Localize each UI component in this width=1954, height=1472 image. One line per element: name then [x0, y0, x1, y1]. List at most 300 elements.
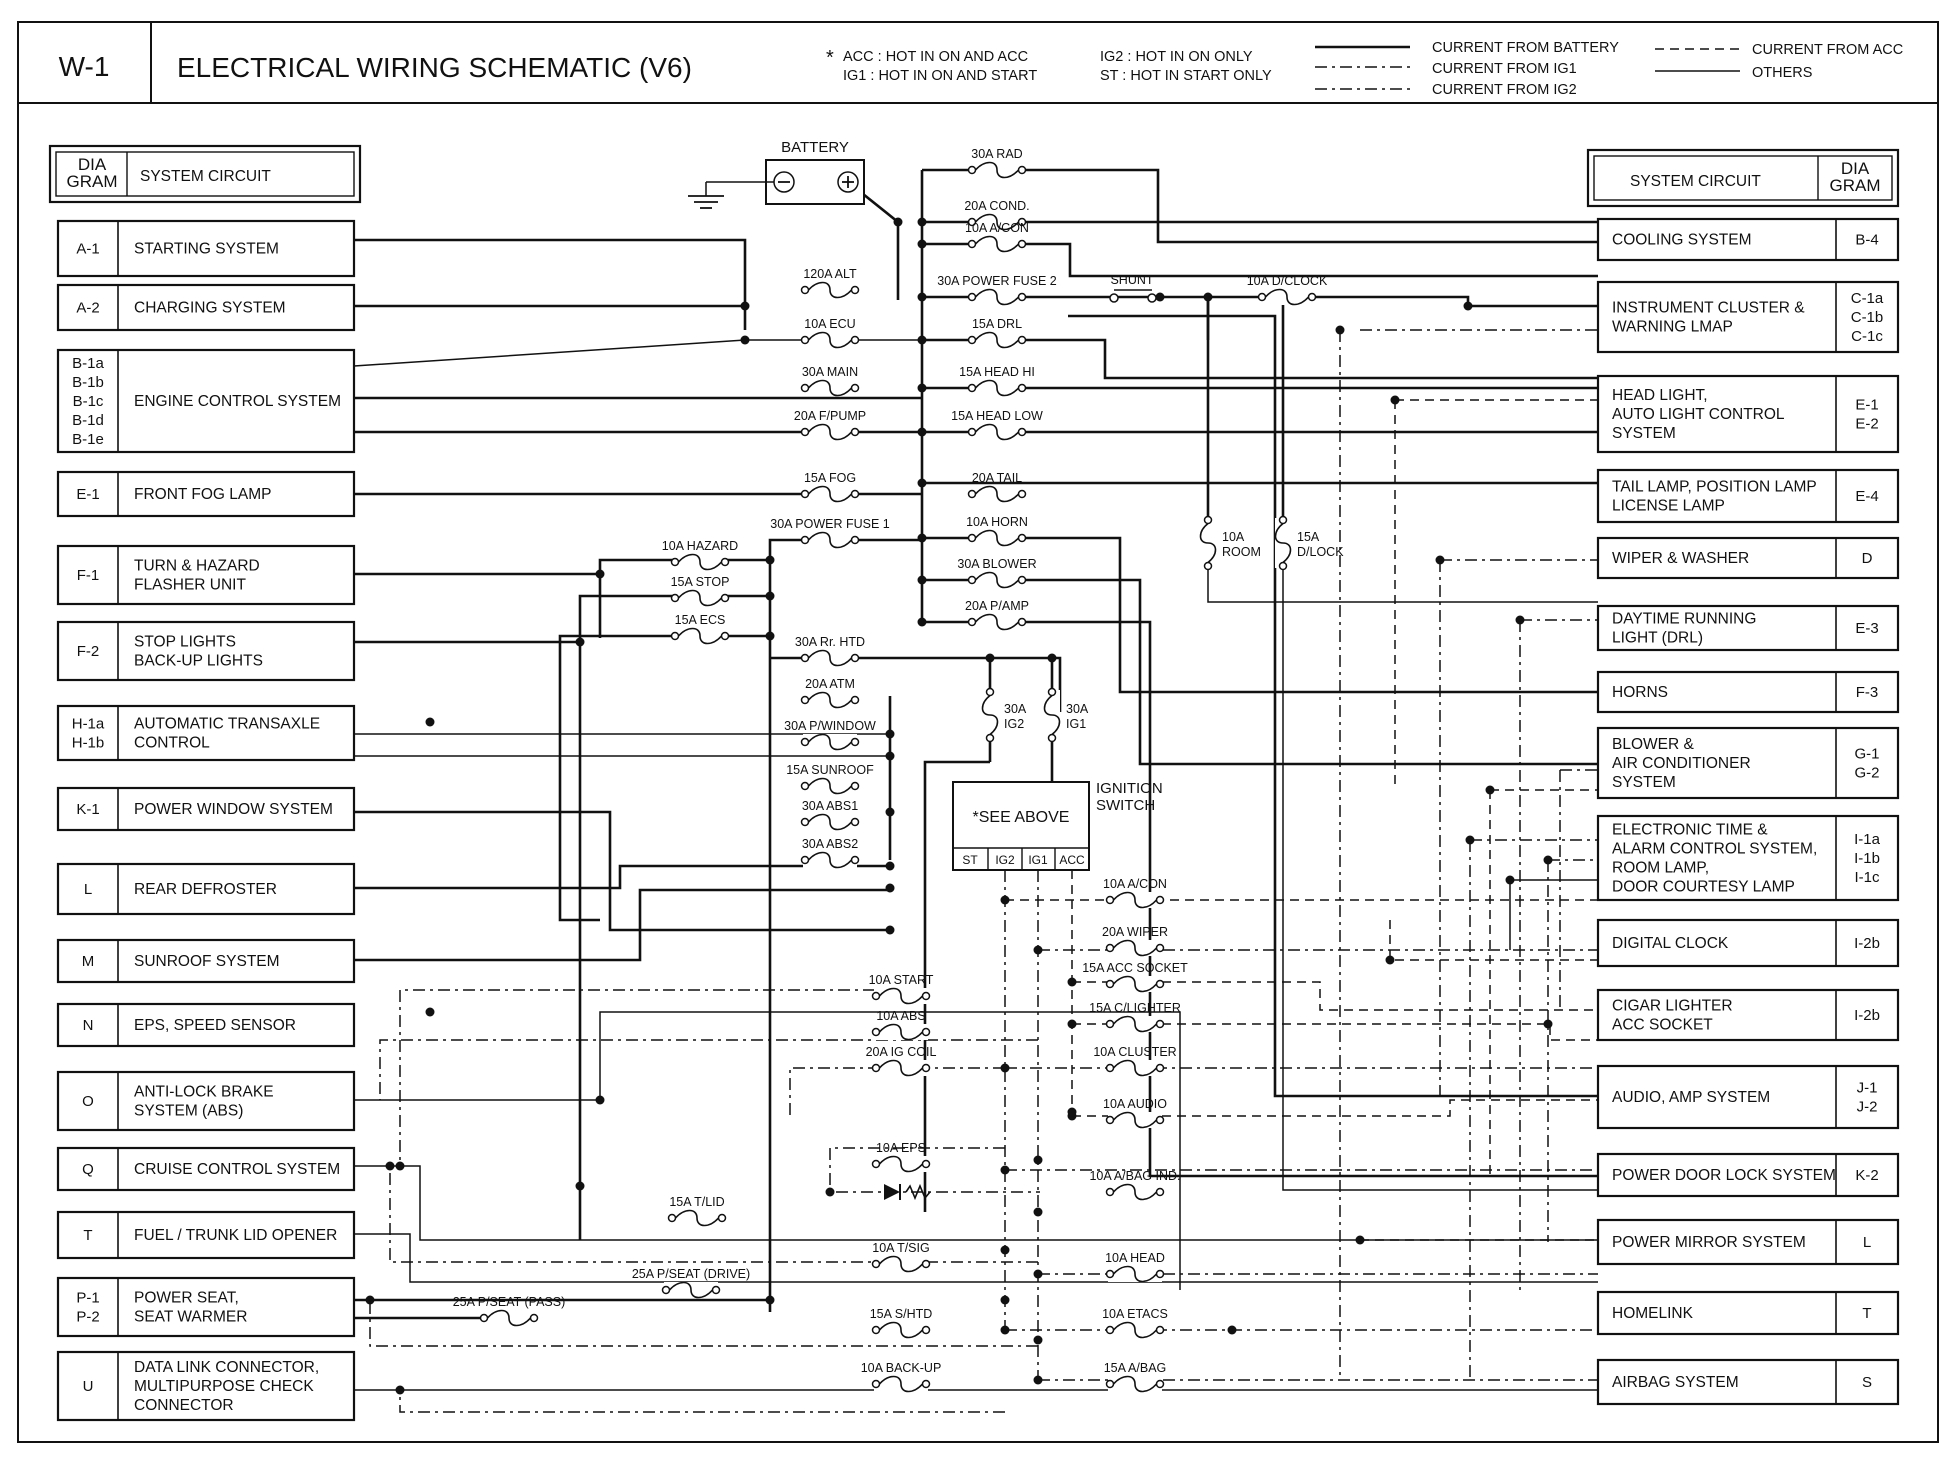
- fuse-terminal: [873, 1029, 880, 1036]
- system-code: T: [83, 1227, 93, 1244]
- fuse-terminal: [1019, 294, 1026, 301]
- left-system-16: [58, 1352, 354, 1420]
- fuse-terminal: [923, 1161, 930, 1168]
- fuse-pseatpass: [453, 1295, 566, 1326]
- system-code: I-2b: [1854, 1007, 1880, 1024]
- junction: [386, 1162, 395, 1171]
- left-system-3: [58, 350, 354, 452]
- fuse-label: 10A T/SIG: [872, 1241, 930, 1255]
- system-name: CIGAR LIGHTER ACC SOCKET: [1612, 997, 1733, 1034]
- fuse-sunroof: [786, 763, 874, 794]
- junction: [1001, 896, 1010, 905]
- terminal-ig1: IG1: [1028, 853, 1048, 867]
- fuse-hazard: [662, 539, 738, 570]
- junction: [886, 884, 895, 893]
- system-name: ELECTRONIC TIME & ALARM CONTROL SYSTEM, ROOM LAMP, DOOR COURTESY LAMP: [1612, 821, 1818, 896]
- fuse-terminal: [1205, 517, 1212, 524]
- fuse-terminal: [1157, 1065, 1164, 1072]
- fuse-terminal: [852, 429, 859, 436]
- right-system-1: [1598, 219, 1898, 260]
- fuse-terminal: [672, 633, 679, 640]
- junction: [826, 1188, 835, 1197]
- fuse-terminal: [969, 241, 976, 248]
- fuse-terminal: [672, 595, 679, 602]
- system-code: S: [1861, 1374, 1873, 1391]
- fuse-main: [802, 365, 859, 396]
- fuse-terminal: [1019, 429, 1026, 436]
- system-name: DIGITAL CLOCK: [1612, 935, 1729, 952]
- system-name: AUDIO, AMP SYSTEM: [1612, 1089, 1771, 1106]
- junction: [1034, 1156, 1043, 1165]
- fuse-headhi: [959, 365, 1035, 396]
- fuse-terminal: [1107, 1189, 1114, 1196]
- left-system-11: [58, 1004, 354, 1046]
- fuse-terminal: [1157, 897, 1164, 904]
- system-code: L: [83, 881, 93, 898]
- fuse-wiper: [1102, 925, 1168, 956]
- system-box: [58, 1278, 354, 1336]
- fuse-label: 20A F/PUMP: [793, 409, 867, 423]
- key-acc: ACC : HOT IN ON AND ACC: [843, 49, 1029, 65]
- system-name: WIPER & WASHER: [1612, 550, 1750, 567]
- fuse-terminal: [1049, 735, 1056, 742]
- fuse-room: [1200, 517, 1261, 570]
- left-system-10: [58, 940, 354, 982]
- fuse-terminal: [923, 1327, 930, 1334]
- junction: [766, 632, 775, 641]
- junction: [1001, 1296, 1010, 1305]
- fuse-terminal: [852, 739, 859, 746]
- abs-ig: [380, 1040, 1038, 1100]
- fuse-label: 30A ABS2: [801, 837, 859, 851]
- fuse-terminal: [802, 819, 809, 826]
- fuse-ecu: [802, 317, 859, 348]
- left-system-6: [58, 622, 354, 680]
- system-code: E-1 E-2: [1855, 396, 1879, 433]
- junction: [886, 808, 895, 817]
- right-system-4: [1598, 470, 1898, 522]
- system-code: A-2: [76, 299, 100, 317]
- fuse-label: 15A C/LIGHTER: [1089, 1001, 1181, 1015]
- fuse-terminal: [873, 1327, 880, 1334]
- junction: [886, 862, 895, 871]
- system-code: P-1 P-2: [76, 1289, 100, 1326]
- junction: [886, 752, 895, 761]
- fuse-tlid: [669, 1195, 726, 1226]
- shunt-contact-right: [1148, 294, 1156, 302]
- fuse-label: 120A ALT: [803, 267, 857, 281]
- system-box: [58, 1072, 354, 1130]
- fuse-label: 30A BLOWER: [957, 557, 1037, 571]
- fuse-ig2: [982, 689, 1027, 742]
- fuse-terminal: [1107, 897, 1114, 904]
- junction: [1516, 616, 1525, 625]
- system-code: F-1: [76, 567, 100, 584]
- junction: [596, 1096, 605, 1105]
- fuse-label: 10A A/CON: [965, 221, 1029, 235]
- right-system-3: [1598, 376, 1898, 452]
- fuse-label: 10A A/BAG IND.: [1089, 1169, 1181, 1183]
- fuse-label: 15A HEAD LOW: [951, 409, 1043, 423]
- fuse-fog: [802, 471, 859, 502]
- fuse-label: 15A ECS: [674, 613, 726, 627]
- right-system-2: [1598, 282, 1898, 352]
- fuse-terminal: [1280, 563, 1287, 570]
- system-name: ANTI-LOCK BRAKE SYSTEM (ABS): [134, 1083, 274, 1120]
- fuse-label: 15A A/BAG: [1103, 1361, 1167, 1375]
- fuse-terminal: [1157, 1117, 1164, 1124]
- fuse-terminal: [1107, 1065, 1114, 1072]
- system-code: E-4: [1855, 488, 1879, 505]
- fuse-terminal: [852, 783, 859, 790]
- fuse-terminal: [713, 1287, 720, 1294]
- system-name: POWER WINDOW SYSTEM: [134, 801, 333, 818]
- system-name: HORNS: [1612, 684, 1668, 701]
- fuse-terminal: [802, 739, 809, 746]
- fuse-label: 10A D/CLOCK: [1246, 274, 1328, 288]
- junction: [766, 1296, 775, 1305]
- junction: [576, 638, 585, 647]
- fuse-terminal: [969, 491, 976, 498]
- fuse-terminal: [969, 429, 976, 436]
- system-name: AUTOMATIC TRANSAXLE CONTROL: [134, 715, 321, 752]
- fuse-acon: [1103, 877, 1167, 908]
- fuse-acon_top: [965, 221, 1029, 252]
- left-system-8: [58, 788, 354, 830]
- junction: [1156, 293, 1165, 302]
- fuse-label: 10A HORN: [966, 515, 1028, 529]
- fuse-terminal: [663, 1287, 670, 1294]
- fuse-terminal: [987, 735, 994, 742]
- system-box: [58, 706, 354, 760]
- system-code: N: [82, 1017, 94, 1034]
- fuse-abag: [1104, 1361, 1167, 1392]
- junction: [426, 1008, 435, 1017]
- legend-acc: CURRENT FROM ACC: [1752, 42, 1904, 58]
- fuse-terminal: [873, 1161, 880, 1168]
- system-code: E-3: [1855, 620, 1879, 637]
- left-system-label: SYSTEM CIRCUIT: [140, 168, 271, 185]
- system-name: HOMELINK: [1612, 1305, 1693, 1322]
- fuse-tsig: [872, 1241, 929, 1272]
- fuse-head: [1105, 1251, 1165, 1282]
- fuse-terminal: [531, 1315, 538, 1322]
- key-st: ST : HOT IN START ONLY: [1100, 68, 1272, 84]
- fuse-igcoil: [866, 1045, 937, 1076]
- fuse-clighter: [1089, 1001, 1181, 1032]
- fuse-eps: [873, 1141, 930, 1172]
- junction: [1034, 1270, 1043, 1279]
- fuse-etacs: [1102, 1307, 1168, 1338]
- right-system-label: SYSTEM CIRCUIT: [1630, 173, 1761, 190]
- fuse-abs2: [802, 837, 859, 868]
- fuse-terminal: [852, 385, 859, 392]
- junction: [1336, 326, 1345, 335]
- fuse-stop: [671, 575, 730, 606]
- junction: [1034, 1376, 1043, 1385]
- fuse-pf2: [937, 274, 1057, 305]
- left-system-1: [58, 221, 354, 276]
- clock-acc: [1390, 920, 1598, 960]
- system-name: HEAD LIGHT, AUTO LIGHT CONTROL SYSTEM: [1612, 387, 1785, 442]
- legend-battery: CURRENT FROM BATTERY: [1432, 40, 1619, 56]
- fuse-terminal: [722, 595, 729, 602]
- junction: [986, 654, 995, 663]
- star-symbol: *: [826, 47, 834, 69]
- system-code: L: [1862, 1234, 1872, 1251]
- right-system-8: [1598, 728, 1898, 798]
- fuse-drl: [969, 317, 1026, 348]
- fuse-headlow: [951, 409, 1043, 440]
- fuse-terminal: [719, 1215, 726, 1222]
- junction: [1068, 1020, 1077, 1029]
- fuse-terminal: [1107, 1381, 1114, 1388]
- fuse-terminal: [1019, 619, 1026, 626]
- fuse-terminal: [481, 1315, 488, 1322]
- system-code: D: [1861, 550, 1873, 567]
- fuse-terminal: [852, 287, 859, 294]
- junction: [918, 534, 927, 543]
- fuse-terminal: [672, 559, 679, 566]
- fuse-label: 20A IG COIL: [865, 1045, 937, 1059]
- key-ig2: IG2 : HOT IN ON ONLY: [1100, 49, 1253, 65]
- legend-others: OTHERS: [1752, 65, 1813, 81]
- see-above-label: *SEE ABOVE: [972, 809, 1070, 826]
- right-system-12: [1598, 1066, 1898, 1128]
- fuse-terminal: [1019, 535, 1026, 542]
- fuse-terminal: [852, 819, 859, 826]
- junction: [596, 570, 605, 579]
- junction: [1001, 1166, 1010, 1175]
- fuse-label: 10A ETACS: [1102, 1307, 1168, 1321]
- system-name: FUEL / TRUNK LID OPENER: [134, 1227, 338, 1244]
- junction: [918, 618, 927, 627]
- fuse-terminal: [802, 491, 809, 498]
- junction: [1048, 654, 1057, 663]
- stop-feed: [580, 596, 770, 1240]
- system-code: M: [81, 953, 95, 970]
- fuse-terminal: [852, 857, 859, 864]
- fuse-audio: [1103, 1097, 1167, 1128]
- system-code: G-1 G-2: [1854, 745, 1880, 782]
- left-system-5: [58, 546, 354, 604]
- junction: [1228, 1326, 1237, 1335]
- backup-ig: [400, 1390, 1005, 1412]
- start-system-link: [354, 240, 745, 330]
- junction: [918, 384, 927, 393]
- fuse-fpump: [794, 409, 866, 440]
- fuse-alt: [802, 267, 859, 298]
- right-system-9: [1598, 816, 1898, 900]
- junction: [1034, 1208, 1043, 1217]
- fuse-terminal: [923, 1065, 930, 1072]
- junction: [1356, 1236, 1365, 1245]
- fuse-terminal: [802, 697, 809, 704]
- right-system-10: [1598, 920, 1898, 966]
- fuse-cluster: [1093, 1045, 1176, 1076]
- fuse-terminal: [1107, 1327, 1114, 1334]
- system-code: B-1a B-1b B-1c B-1d B-1e: [72, 355, 104, 448]
- junction: [1506, 876, 1515, 885]
- junction: [918, 293, 927, 302]
- system-name: DATA LINK CONNECTOR, MULTIPURPOSE CHECK CONNECTOR: [134, 1359, 320, 1414]
- system-name: SUNROOF SYSTEM: [134, 953, 280, 970]
- fuse-terminal: [852, 337, 859, 344]
- fuse-label: 10A CLUSTER: [1093, 1045, 1177, 1059]
- fuse-label: 10A BACK-UP: [860, 1361, 942, 1375]
- fuse-label: 15A HEAD HI: [959, 365, 1035, 379]
- fuse-start: [869, 973, 934, 1004]
- ignition-switch-label: IGNITION SWITCH: [1096, 780, 1163, 814]
- system-code: F-3: [1855, 684, 1879, 701]
- page-code: W-1: [58, 51, 110, 82]
- fuse-label: 30A POWER FUSE 1: [770, 517, 890, 531]
- fuse-terminal: [873, 1261, 880, 1268]
- right-system-6: [1598, 606, 1898, 650]
- fuse-label: 30A P/WINDOW: [784, 719, 876, 733]
- fuse-label: 20A COND.: [964, 199, 1030, 213]
- fuse-label: 10A ROOM: [1222, 530, 1261, 559]
- fuse-terminal: [923, 1029, 930, 1036]
- fuse-terminal: [1259, 294, 1266, 301]
- room-out: [1208, 570, 1598, 602]
- junction: [918, 240, 927, 249]
- fuse-terminal: [1019, 167, 1026, 174]
- fuse-terminal: [1157, 1271, 1164, 1278]
- fuse-shtd: [870, 1307, 933, 1338]
- fuse-label: 15A STOP: [670, 575, 730, 589]
- junction: [741, 302, 750, 311]
- right-diagram-label: DIA GRAM: [1829, 159, 1881, 195]
- fuse-label: 30A IG2: [1004, 702, 1027, 731]
- fuse-terminal: [969, 294, 976, 301]
- fuse-terminal: [873, 993, 880, 1000]
- fuse-terminal: [969, 577, 976, 584]
- system-name: CHARGING SYSTEM: [134, 299, 286, 317]
- fuse-label: 25A P/SEAT (DRIVE): [631, 1267, 751, 1281]
- legend-ig1: CURRENT FROM IG1: [1432, 61, 1577, 77]
- junction: [1034, 1336, 1043, 1345]
- junction: [366, 1296, 375, 1305]
- fuse-label: 25A P/SEAT (PASS): [452, 1295, 566, 1309]
- left-system-15: [58, 1278, 354, 1336]
- fuse-label: 10A HEAD: [1105, 1251, 1165, 1265]
- fuse-label: 10A EPS: [875, 1141, 927, 1155]
- left-system-12: [58, 1072, 354, 1130]
- fuse-terminal: [969, 337, 976, 344]
- fuse-terminal: [1309, 294, 1316, 301]
- junction: [1464, 302, 1473, 311]
- ignition-switch: [953, 780, 1163, 870]
- fuel-link: [354, 1234, 1598, 1282]
- system-name: POWER SEAT, SEAT WARMER: [134, 1289, 248, 1326]
- left-system-2: [58, 285, 354, 330]
- fuse-terminal: [1107, 1117, 1114, 1124]
- system-name: BLOWER & AIR CONDITIONER SYSTEM: [1612, 736, 1751, 791]
- key-ig1: IG1 : HOT IN ON AND START: [843, 68, 1038, 84]
- fuse-terminal: [1107, 945, 1114, 952]
- junction: [1436, 556, 1445, 565]
- fuse-terminal: [802, 287, 809, 294]
- junction: [1544, 1020, 1553, 1029]
- fuse-terminal: [923, 1381, 930, 1388]
- start-to-cruise: [400, 990, 925, 1166]
- fuse-pf1: [770, 517, 890, 548]
- junction: [918, 218, 927, 227]
- junction: [766, 556, 775, 565]
- junction: [886, 730, 895, 739]
- left-system-14: [58, 1212, 354, 1258]
- system-name: POWER MIRROR SYSTEM: [1612, 1234, 1806, 1251]
- fuse-terminal: [1019, 241, 1026, 248]
- terminal-ig2: IG2: [995, 853, 1015, 867]
- fuse-label: 20A WIPER: [1102, 925, 1168, 939]
- fuse-label: 20A P/AMP: [965, 599, 1029, 613]
- fuse-terminal: [923, 993, 930, 1000]
- system-code: E-1: [76, 486, 100, 503]
- fuse-terminal: [852, 655, 859, 662]
- junction: [1034, 946, 1043, 955]
- junction: [1001, 1064, 1010, 1073]
- line-legend: [1315, 40, 1903, 98]
- fuse-terminal: [669, 1215, 676, 1222]
- fuse-terminal: [969, 167, 976, 174]
- junction: [1001, 1246, 1010, 1255]
- fuse-dlock: [1275, 517, 1344, 570]
- fuse-abs1: [802, 799, 859, 830]
- system-name: REAR DEFROSTER: [134, 881, 277, 898]
- fuse-terminal: [1157, 1381, 1164, 1388]
- fuse-label: 15A FOG: [803, 471, 857, 485]
- ecs-feed: [560, 636, 770, 920]
- system-code: H-1a H-1b: [71, 715, 105, 752]
- system-name: EPS, SPEED SENSOR: [134, 1017, 296, 1034]
- system-name: STOP LIGHTS BACK-UP LIGHTS: [134, 633, 263, 670]
- junction: [918, 336, 927, 345]
- fuse-terminal: [802, 337, 809, 344]
- system-code: B-4: [1855, 231, 1879, 249]
- fuse-abs: [873, 1009, 930, 1040]
- fuse-pamp: [965, 599, 1029, 630]
- junction: [1204, 293, 1213, 302]
- system-name: POWER DOOR LOCK SYSTEM: [1612, 1167, 1836, 1184]
- fuse-terminal: [802, 429, 809, 436]
- fuse-label: 15A DRL: [971, 317, 1023, 331]
- fuse-terminal: [987, 689, 994, 696]
- fuse-terminal: [852, 697, 859, 704]
- junction: [1386, 956, 1395, 965]
- fuse-label: 15A S/HTD: [869, 1307, 933, 1321]
- junction: [576, 1182, 585, 1191]
- right-system-7: [1598, 672, 1898, 712]
- system-code: C-1a C-1b C-1c: [1850, 290, 1884, 345]
- fuse-label: 15A T/LID: [669, 1195, 725, 1209]
- fuse-label: 30A ABS1: [801, 799, 859, 813]
- fuse-terminal: [1280, 517, 1287, 524]
- right-system-16: [1598, 1360, 1898, 1404]
- right-system-14: [1598, 1220, 1898, 1264]
- battery-label: BATTERY: [781, 139, 849, 156]
- fuse-label: 10A ABS: [876, 1009, 926, 1023]
- fuse-terminal: [722, 559, 729, 566]
- junction: [766, 592, 775, 601]
- junction: [1466, 836, 1475, 845]
- fuse-terminal: [1157, 1189, 1164, 1196]
- system-code: K-2: [1855, 1167, 1879, 1184]
- system-name: AIRBAG SYSTEM: [1612, 1374, 1739, 1391]
- fuse-label: 15A D/LOCK: [1297, 530, 1344, 559]
- junction: [886, 926, 895, 935]
